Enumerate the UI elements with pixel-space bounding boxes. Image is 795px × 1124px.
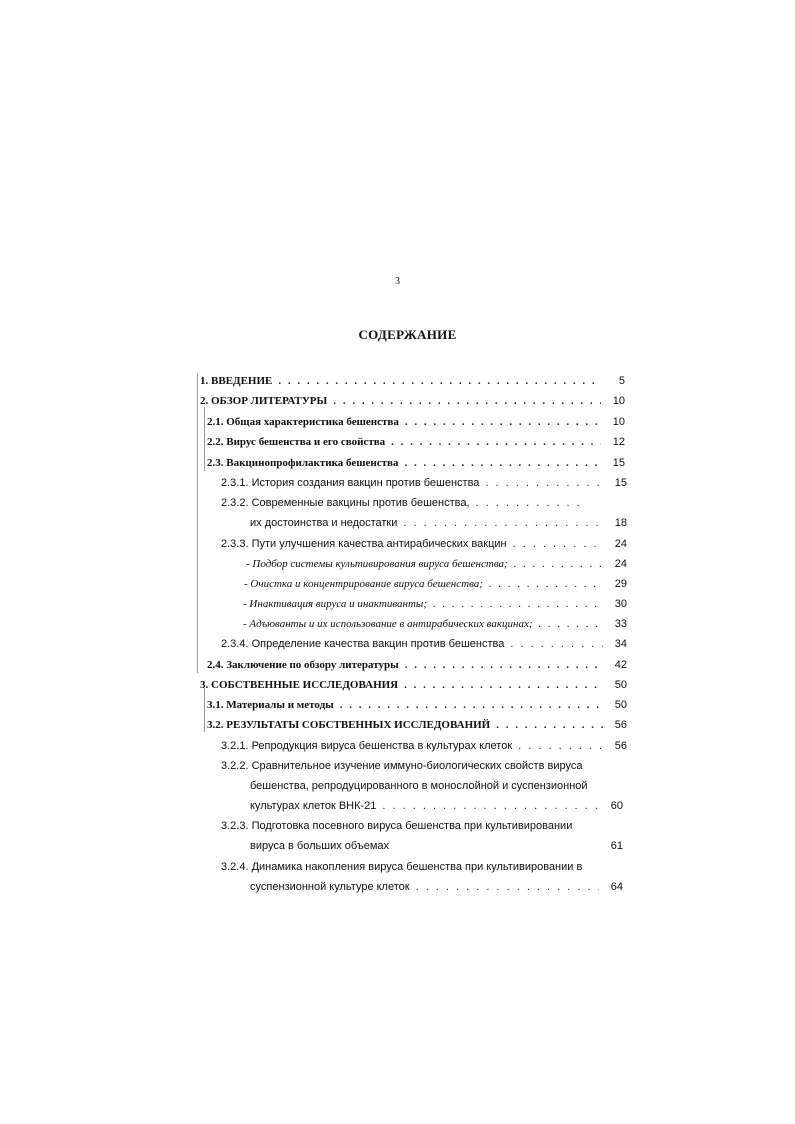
toc-entry	[221, 757, 621, 775]
toc-entry-text: - Очистка и концентрирование вируса бешенства;	[244, 578, 483, 590]
toc-entry-text: суспензионной культуре клеток	[250, 881, 410, 893]
toc-entry	[250, 797, 623, 815]
toc-entry-text: 3.1. Материалы и методы	[207, 699, 334, 711]
toc-entry	[221, 474, 627, 492]
toc-entry-text: 3.2. РЕЗУЛЬТАТЫ СОБСТВЕННЫХ ИССЛЕДОВАНИЙ	[207, 719, 491, 731]
toc-entry-page: 12	[612, 436, 625, 448]
toc-entry-text: - Адъюванты и их использование в антирабических вакцинах;	[243, 618, 533, 630]
page-number: 3	[395, 276, 400, 287]
toc-entry	[243, 615, 627, 633]
toc-entry-page: 60	[610, 800, 623, 812]
toc-entry-page: 30	[614, 598, 627, 610]
toc-entry-text: 3.2.1. Репродукция вируса бешенства в культурах клеток	[221, 740, 513, 752]
frame-left-rule-1	[197, 373, 198, 673]
toc-entry	[207, 656, 627, 674]
toc-entry-page: 29	[614, 578, 627, 590]
frame-left-rule-3	[204, 688, 205, 732]
toc-entry	[207, 433, 625, 451]
toc-entry	[221, 635, 627, 653]
toc-entry	[200, 372, 625, 390]
toc-entry	[207, 454, 625, 472]
toc-entry-text: 2.2. Вирус бешенства и его свойства	[207, 436, 386, 448]
toc-title: СОДЕРЖАНИЕ	[358, 327, 457, 342]
toc-entry-page: 64	[610, 881, 623, 893]
frame-left-rule-2	[204, 407, 205, 471]
toc-entry-text: 3.2.2. Сравнительное изучение иммуно-биологических свойств вируса	[221, 760, 583, 772]
toc-entry-page: 56	[614, 740, 627, 752]
toc-entry-text: 1. ВВЕДЕНИЕ	[200, 375, 273, 387]
toc-entry-page: 15	[614, 477, 627, 489]
toc-entry	[221, 494, 605, 512]
toc-entry-page: 34	[614, 638, 627, 650]
toc-entry-text: 3.2.4. Динамика накопления вируса бешенства при культивировании в	[221, 861, 583, 873]
toc-entry	[243, 595, 627, 613]
toc-entry	[200, 676, 627, 694]
toc-entry-page: 56	[614, 719, 627, 731]
toc-entry-text: вируса в больших объемах	[250, 840, 390, 852]
toc-entry-page: 50	[614, 699, 627, 711]
toc-entry	[246, 555, 627, 573]
toc-entry	[221, 817, 621, 835]
toc-entry-text: 2. ОБЗОР ЛИТЕРАТУРЫ	[200, 395, 328, 407]
toc-entry-text: 2.3.1. История создания вакцин против бешенства	[221, 477, 480, 489]
toc-entry-text: 2.3.4. Определение качества вакцин против бешенства	[221, 638, 505, 650]
toc-entry-text: 2.3.3. Пути улучшения качества антирабических вакцин	[221, 538, 507, 550]
toc-entry-page: 61	[610, 840, 623, 852]
toc-entry	[207, 413, 625, 431]
toc-entry-text: 3.2.3. Подготовка посевного вируса бешенства при культивировании	[221, 820, 573, 832]
toc-entry	[250, 878, 623, 896]
toc-entry	[250, 837, 623, 855]
toc-entry-text: культурах клеток ВНК-21	[250, 800, 377, 812]
toc-entry-text: их достоинства и недостатки	[250, 517, 398, 529]
toc-entry	[221, 535, 627, 553]
toc-entry-text: 2.3. Вакцинопрофилактика бешенства	[207, 457, 399, 469]
toc-entry-page: 15	[612, 457, 625, 469]
toc-entry-page: 10	[612, 395, 625, 407]
toc-entry-text: 2.1. Общая характеристика бешенства	[207, 416, 399, 428]
toc-entry	[244, 575, 627, 593]
toc-entry-page: 24	[614, 538, 627, 550]
toc-entry	[221, 858, 621, 876]
toc-entry-page: 5	[618, 375, 625, 387]
toc-entry-page: 24	[614, 558, 627, 570]
toc-entry	[250, 514, 627, 532]
toc-entry-text: бешенства, репродуцированного в монослойной и суспензионной	[250, 780, 588, 792]
toc-entry-page: 18	[614, 517, 627, 529]
toc-entry	[207, 696, 627, 714]
toc-entry-text: 2.3.2. Современные вакцины против бешенства,	[221, 497, 470, 509]
toc-entry-page: 33	[614, 618, 627, 630]
toc-entry	[200, 392, 625, 410]
toc-entry	[250, 777, 620, 795]
toc-entry	[207, 716, 627, 734]
toc-entry-page: 50	[614, 679, 627, 691]
toc-entry-page: 10	[612, 416, 625, 428]
toc-entry-text: - Подбор системы культивирования вируса бешенства;	[246, 558, 508, 570]
toc-entry-page: 42	[614, 659, 627, 671]
toc-entry-text: 3. СОБСТВЕННЫЕ ИССЛЕДОВАНИЯ	[200, 679, 399, 691]
toc-entry-text: 2.4. Заключение по обзору литературы	[207, 659, 399, 671]
toc-entry-text: - Инактивация вируса и инактиванты;	[243, 598, 428, 610]
toc-entry	[221, 737, 627, 755]
